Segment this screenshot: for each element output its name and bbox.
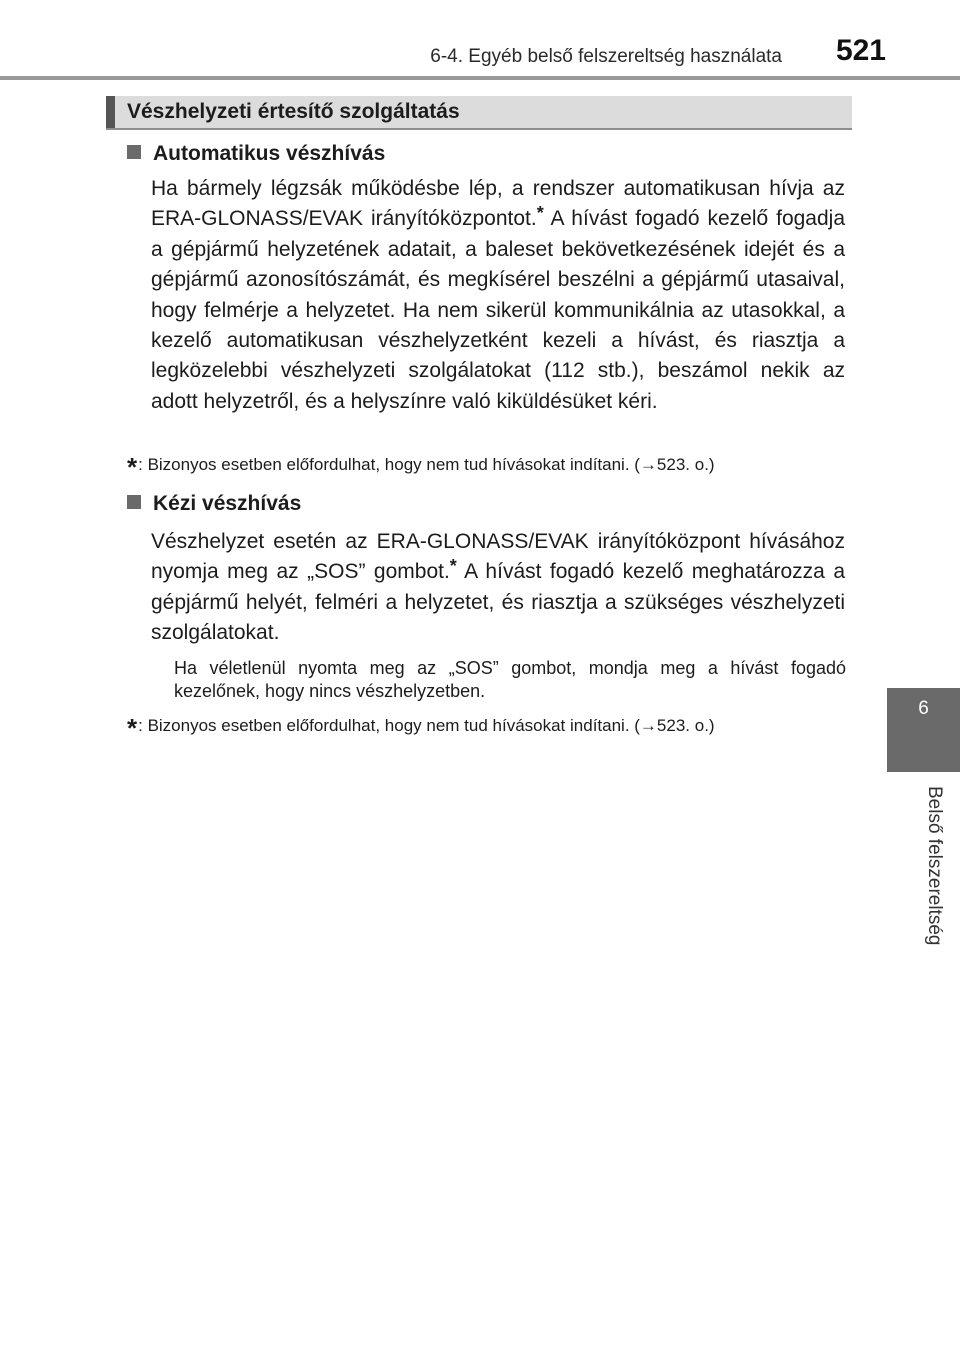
footnote-text: : Bizonyos esetben előfordulhat, hogy nem tud hívásokat indítani. (→523. o.): [138, 455, 715, 474]
subsection-heading-text: Kézi vészhívás: [153, 492, 302, 515]
square-bullet-icon: [127, 495, 141, 509]
chapter-side-label: Belső felszereltség: [924, 786, 945, 946]
section-header: [106, 96, 852, 130]
chapter-side-tab: [887, 688, 960, 772]
paragraph-text-part: A hívást fogadó kezelő meghatározza a gépjármű helyét, felméri a helyzetet, és riasztja a szükséges vészhelyzeti szolgálatokat.: [151, 560, 845, 645]
footnote-text: : Bizonyos esetben előfordulhat, hogy nem tud hívásokat indítani. (→523. o.): [138, 716, 715, 735]
subsection-heading-automatic-call: [127, 142, 385, 166]
footnote-reference-star: *: [449, 556, 457, 577]
paragraph-automatic-call: [151, 174, 845, 417]
paragraph-manual-call: [151, 527, 845, 649]
header-divider: [0, 76, 960, 80]
subsection-heading-text: Automatikus vészhívás: [153, 142, 386, 165]
footnote-manual-call: [127, 713, 715, 744]
chapter-tab-number: 6: [918, 698, 929, 719]
paragraph-text-part: Vészhelyzet esetén az ERA-GLONASS/EVAK irányítóközpont hívásához nyomja meg az „SOS” gombot.: [151, 530, 845, 584]
paragraph-text-part: Ha bármely légzsák működésbe lép, a rendszer automatikusan hívja az ERA-GLONASS/EVAK irányítóközpontot.: [151, 177, 845, 231]
section-title: Vészhelyzeti értesítő szolgáltatás: [127, 100, 460, 123]
chapter-title: 6-4. Egyéb belső felszereltség használata: [430, 46, 782, 67]
footnote-star: *: [127, 452, 138, 482]
note-accidental-sos: Ha véletlenül nyomta meg az „SOS” gombot, mondja meg a hívást fogadó kezelőnek, hogy nincs vészhelyzetben.: [174, 658, 846, 701]
subsection-heading-manual-call: [127, 492, 301, 516]
square-bullet-icon: [127, 145, 141, 159]
page-number: 521: [835, 34, 886, 67]
paragraph-text-part: A hívást fogadó kezelő fogadja a gépjármű helyzetének adatait, a baleset bekövetkezésének idejét és a gépjármű azonosítószámát, és megkísérel beszélni a gépjármű utasaival, hogy felmérje a helyzetet. Ha nem sikerül kommunikálnia az utasokkal, a kezelő automatikusan vészhelyzetként kezeli a hívást, és riasztja a legközelebbi vészhelyzeti szolgálatokat (112 stb.), beszámol nekik az adott helyzetről, és a helyszínre való kiküldésüket kéri.: [151, 207, 845, 413]
footnote-automatic-call: [127, 452, 715, 483]
section-bar-icon: [106, 96, 115, 128]
footnote-star: *: [127, 713, 138, 743]
footnote-reference-star: *: [536, 203, 544, 224]
